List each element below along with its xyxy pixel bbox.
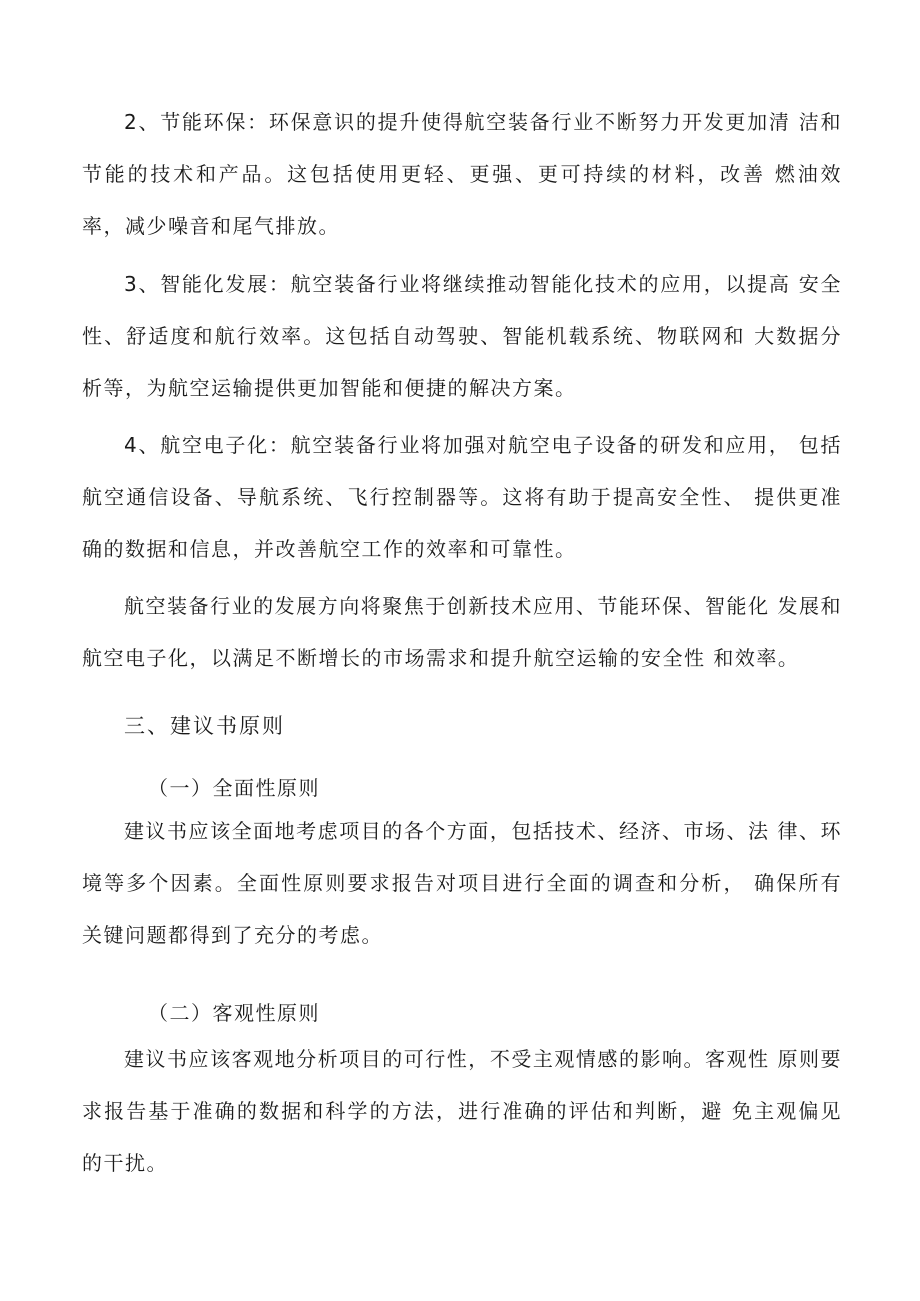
paragraph-comprehensive-principle: 建议书应该全面地考虑项目的各个方面，包括技术、经济、市场、法 律、环境等多个因素。全面性原则要求报告对项目进行全面的调查和分析， 确保所有关键问题都得到了充分的考虑。 [82, 819, 842, 947]
paragraph-avionics: 4、航空电子化：航空装备行业将加强对航空电子设备的研发和应用， 包括航空通信设备、导航系统、飞行控制器等。这将有助于提高安全性、 提供更准确的数据和信息，并改善航空工作的效率和可靠性。 [82, 433, 842, 561]
paragraph-summary: 航空装备行业的发展方向将聚焦于创新技术应用、节能环保、智能化 发展和航空电子化，以满足不断增长的市场需求和提升航空运输的安全性 和效率。 [82, 594, 842, 670]
paragraph-intelligent-development: 3、智能化发展：航空装备行业将继续推动智能化技术的应用，以提高 安全性、舒适度和航行效率。这包括自动驾驶、智能机载系统、物联网和 大数据分析等，为航空运输提供更加智能和便捷的解决方案。 [82, 272, 842, 400]
subsection-heading-comprehensive: （一）全面性原则 [148, 776, 320, 800]
paragraph-energy-saving: 2、节能环保：环保意识的提升使得航空装备行业不断努力开发更加清 洁和节能的技术和产品。这包括使用更轻、更强、更可持续的材料，改善 燃油效率，减少噪音和尾气排放。 [82, 110, 842, 238]
subsection-heading-objective: （二）客观性原则 [148, 1001, 320, 1025]
paragraph-objective-principle: 建议书应该客观地分析项目的可行性，不受主观情感的影响。客观性 原则要求报告基于准确的数据和科学的方法，进行准确的评估和判断，避 免主观偏见的干扰。 [82, 1047, 842, 1175]
section-heading: 三、建议书原则 [124, 714, 285, 738]
